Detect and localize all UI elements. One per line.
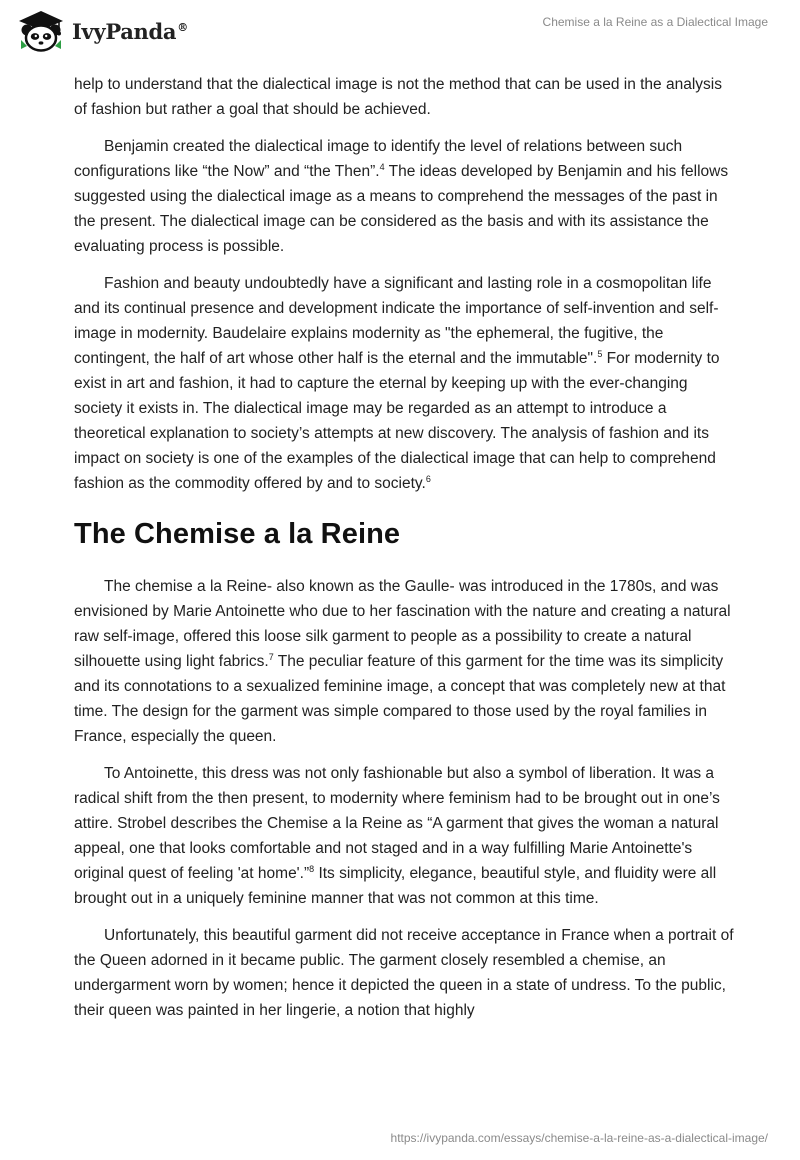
article-body — [74, 72, 734, 1035]
paragraph: Fashion and beauty undoubtedly have a significant and lasting role in a cosmopolitan life and its continual presence and development indicate the importance of self-invention and self-image in modernity. Baudelaire explains modernity as "the ephemeral, the fugitive, the contingent, the half of art whose other half is the eternal and the immutable".$^5$ For modernity to exist in art and fashion, it had to capture the eternal by keeping up with the ever-changing society it exists in. The dialectical image may be regarded as an attempt to introduce a theoretical explanation to society’s attempts at new discovery. The analysis of fashion and its impact on society is one of the examples of the dialectical image that can help to comprehend fashion as the commodity offered by and to society.$^6$ — [74, 275, 720, 492]
page-header — [0, 0, 800, 70]
paragraph: Benjamin created the dialectical image to identify the level of relations between such configurations like “the Now” and “the Then”.$^4$ The ideas developed by Benjamin and his fellows suggested using the dialectical image as a means to comprehend the messages of the past in the present. The dialectical image can be considered as the basis and with its assistance the evaluating process is possible. — [74, 138, 729, 255]
paragraph: To Antoinette, this dress was not only fashionable but also a symbol of liberation. It was a radical shift from the then present, to modernity where feminism had to be brought out in one’s attire. Strobel describes the Chemise a la Reine as “A garment that gives the woman a natural appeal, one that looks comfortable and not staged and in a way fulfilling Marie Antoinette's original quest of feeling 'at home'.”$^8$ Its simplicity, elegance, beautiful style, and fluidity were all brought out in a uniquely feminine manner that was not common at this time. — [74, 765, 720, 907]
paragraph: The chemise a la Reine- also known as the Gaulle- was introduced in the 1780s, and was envisioned by Marie Antoinette who due to her fascination with the nature and creating a natural raw self-image, offered this loose silk garment to people as a possibility to create a natural silhouette using light fabrics.$^7$ The peculiar feature of this garment for the time was its simplicity and its connotations to a sexualized feminine image, a concept that was completely new at that time. The design for the garment was simple compared to those used by the royal families in France, especially the queen. — [74, 578, 731, 745]
footnote-ref[interactable]: 6 — [425, 473, 431, 484]
ivypanda-logo[interactable] — [16, 10, 188, 52]
brand-name: IvyPanda® — [72, 18, 188, 44]
paragraph: Unfortunately, this beautiful garment did not receive acceptance in France when a portrait of the Queen adorned in it became public. The garment closely resembled a chemise, an undergarment worn by women; hence it depicted the queen in a state of undress. To the public, their queen was painted in her lingerie, a notion that highly — [74, 927, 734, 1019]
footnote-ref[interactable]: 7 — [268, 651, 274, 662]
source-url[interactable]: https://ivypanda.com/essays/chemise-a-la-reine-as-a-dialectical-image/ — [390, 1131, 768, 1145]
footnote-ref[interactable]: 5 — [597, 348, 603, 359]
panda-graduation-icon — [16, 10, 66, 52]
footnote-ref[interactable]: 8 — [309, 863, 315, 874]
document-title: Chemise a la Reine as a Dialectical Image — [542, 15, 768, 29]
paragraph: help to understand that the dialectical image is not the method that can be used in the analysis of fashion but rather a goal that should be achieved. — [74, 76, 722, 118]
section-heading: The Chemise a la Reine — [74, 518, 401, 550]
footnote-ref[interactable]: 4 — [379, 161, 385, 172]
